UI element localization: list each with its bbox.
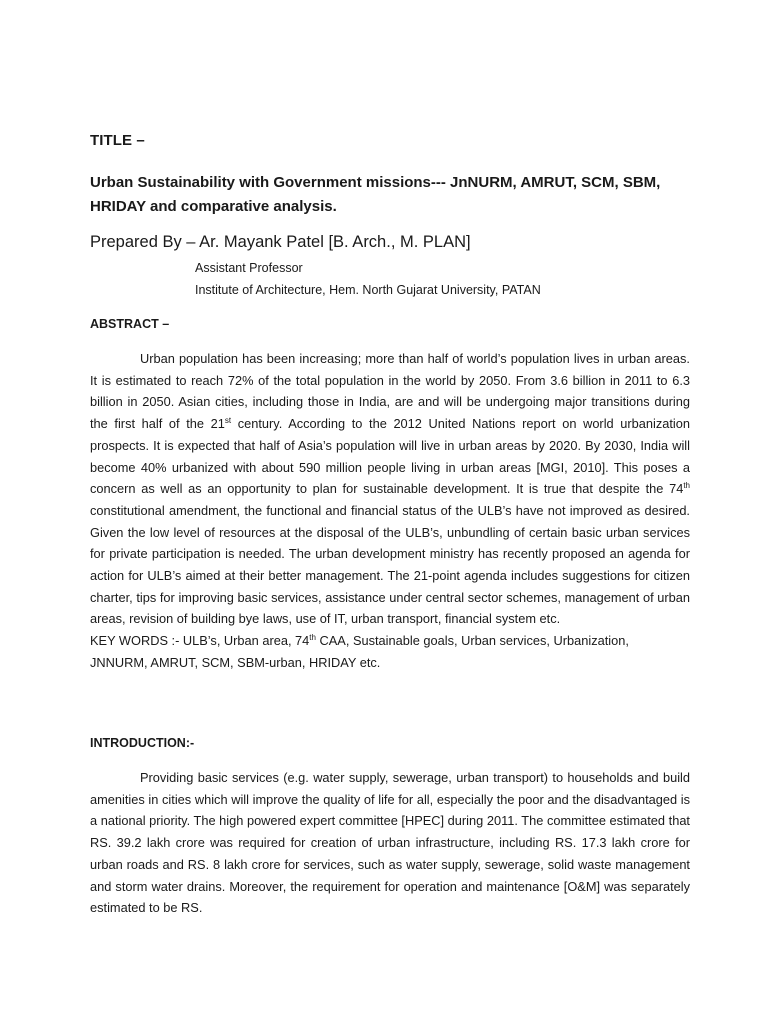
keywords-line — [90, 630, 690, 673]
ordinal-superscript: th — [683, 481, 690, 491]
ordinal-superscript: st — [224, 416, 232, 426]
author-institution: Institute of Architecture, Hem. North Gujarat University, PATAN — [195, 283, 541, 297]
abstract-heading: ABSTRACT – — [90, 317, 170, 331]
abstract-text-3: constitutional amendment, the functional and financial status of the ULB’s have not improved as desired. Given the low level of resources at the disposal of the ULB’s, unbundling of certain basic urban services for private participation is needed. The urban development ministry has recently proposed an agenda for action for ULB’s aimed at their better management. The 21-point agenda includes suggestions for citizen charter, tips for improving basic services, assistance under central sector schemes, management of urban areas, revision of building bye laws, use of IT, urban transport, financial system etc. — [90, 502, 690, 627]
prepared-by: Prepared By – Ar. Mayank Patel [B. Arch., M. PLAN] — [90, 233, 471, 251]
abstract-text-1: Urban population has been increasing; more than half of world’s population lives in urban areas. It is estimated to reach 72% of the total population in the world by 2050. From 3.6 billion in 2011 to 6.3 billion in 2050. Asian cities, including those in India, are and will be undergoing major transitions during the first half of the 21 — [90, 351, 690, 432]
introduction-heading: INTRODUCTION:- — [90, 736, 195, 750]
paper-title: Urban Sustainability with Government missions--- JnNURM, AMRUT, SCM, SBM, HRIDAY and comparative analysis. — [90, 174, 661, 215]
ordinal-superscript: th — [309, 633, 316, 643]
keywords-text-1: KEY WORDS :- ULB’s, Urban area, 74 — [90, 633, 310, 649]
introduction-paragraph: Providing basic services (e.g. water supply, sewerage, urban transport) to households and build amenities in cities which will improve the quality of life for all, especially the poor and the disadvantaged is a national priority. The high powered expert committee [HPEC] during 2011. The committee estimated that RS. 39.2 lakh crore was required for creation of urban infrastructure, including RS. 17.3 lakh crore for urban roads and RS. 8 lakh crore for services, such as water supply, sewerage, solid waste management and storm water drains. Moreover, the requirement for operation and maintenance [O&M] was separately estimated to be RS. — [90, 770, 690, 916]
author-position: Assistant Professor — [195, 261, 303, 275]
abstract-paragraph — [90, 348, 690, 630]
title-label: TITLE – — [90, 132, 145, 149]
abstract-text-2: century. According to the 2012 United Nations report on world urbanization prospects. It is expected that half of Asia’s population will live in urban areas by 2020. By 2030, India will become 40% urbanized with about 590 million people living in urban areas [MGI, 2010]. This poses a concern as well as an opportunity to plan for sustainable development. It is true that despite the 74 — [90, 416, 690, 497]
keywords-text-2: CAA, Sustainable goals, Urban services, Urbanization, JNNURM, AMRUT, SCM, SBM-urban, HRIDAY etc. — [90, 633, 629, 670]
introduction-body — [90, 767, 690, 919]
abstract-body — [90, 348, 690, 674]
